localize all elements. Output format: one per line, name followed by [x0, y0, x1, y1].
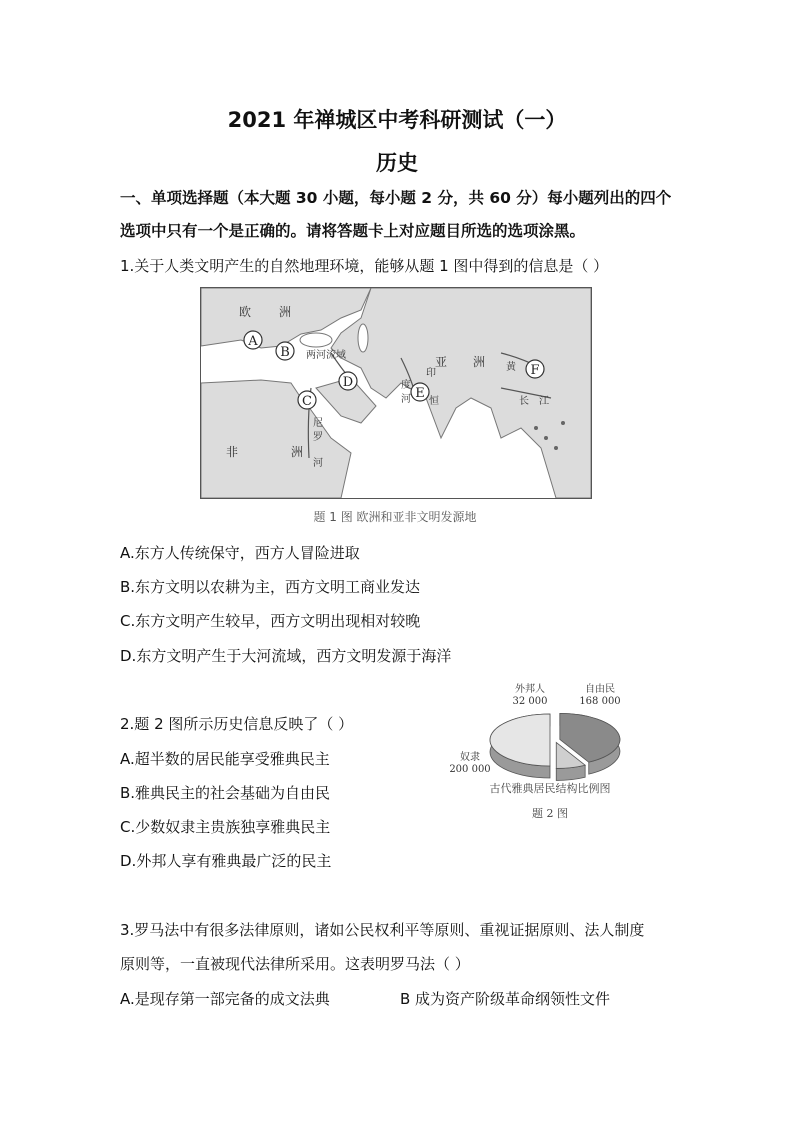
- question-1-option-d: D.东方文明产生于大河流域，西方文明发源于海洋: [120, 647, 452, 665]
- map-label-europe-2: 洲: [279, 305, 292, 319]
- map-marker-a: [244, 331, 262, 349]
- subject-title: 历史: [376, 151, 418, 175]
- pie-chart-svg: [440, 678, 670, 828]
- exam-title: 2021 年禅城区中考科研测试（一）: [227, 108, 567, 132]
- map-marker-c: [298, 391, 316, 409]
- map-marker-b-label: B: [280, 345, 290, 360]
- map-marker-f: [526, 360, 544, 378]
- map-label-nile-1: 尼: [313, 418, 323, 429]
- pie-label-foreigners-name: 外邦人: [515, 684, 545, 695]
- section-instruction-line-2: 选项中只有一个是正确的。请将答题卡上对应题目所选的选项涂黑。: [120, 222, 586, 240]
- map-label-indus-3: 河: [401, 394, 411, 405]
- pie-chart-title: 古代雅典居民结构比例图: [489, 782, 611, 795]
- map-marker-f-label: F: [530, 363, 540, 378]
- map-label-nile-2: 罗: [313, 432, 323, 443]
- question-2-option-c: C.少数奴隶主贵族独享雅典民主: [120, 818, 331, 836]
- question-1-stem: 1.关于人类文明产生的自然地理环境，能够从题 1 图中得到的信息是（ ）: [120, 257, 609, 275]
- map-label-africa-2: 洲: [291, 445, 304, 459]
- map-label-asia-2: 洲: [473, 355, 486, 369]
- question-1-option-b: B.东方文明以农耕为主，西方文明工商业发达: [120, 578, 421, 596]
- map-label-asia-1: 亚: [435, 355, 448, 369]
- map-marker-d: [339, 372, 357, 390]
- map-label-africa-1: 非: [226, 445, 239, 459]
- map-caption: 题 1 图 欧洲和亚非文明发源地: [313, 510, 477, 524]
- map-marker-e-label: E: [415, 386, 425, 401]
- map-label-ganges: 恒: [429, 396, 439, 407]
- question-3-option-a: A.是现存第一部完备的成文法典: [120, 990, 330, 1008]
- map-label-huang: 黄: [506, 362, 516, 373]
- pie-label-free-citizens-value: 168 000: [579, 696, 621, 707]
- pie-label-slaves-value: 200 000: [449, 764, 491, 775]
- map-label-yangtze-1: 长: [519, 396, 529, 407]
- map-marker-b: [276, 342, 294, 360]
- pie-label-slaves-name: 奴隶: [460, 752, 480, 763]
- map-label-nile-3: 河: [313, 458, 323, 469]
- pie-label-foreigners-value: 32 000: [512, 696, 548, 707]
- civilization-map-svg: [201, 288, 591, 498]
- map-label-mesopotamia: 两河流域: [306, 350, 346, 361]
- map-marker-c-label: C: [302, 394, 312, 409]
- map-label-indus-1: 印: [426, 368, 436, 379]
- question-2-option-a: A.超半数的居民能享受雅典民主: [120, 750, 330, 768]
- question-3-option-b: B 成为资产阶级革命纲领性文件: [400, 990, 611, 1008]
- question-2-option-d: D.外邦人享有雅典最广泛的民主: [120, 852, 332, 870]
- map-label-europe-1: 欧: [239, 305, 252, 319]
- map-label-indus-2: 度: [401, 380, 411, 391]
- athens-population-pie-chart: [440, 678, 670, 828]
- question-3-stem-line-1: 3.罗马法中有很多法律原则，诸如公民权利平等原则、重视证据原则、法人制度: [120, 921, 645, 939]
- question-1-option-c: C.东方文明产生较早，西方文明出现相对较晚: [120, 612, 421, 630]
- map-marker-e: [411, 383, 429, 401]
- section-instruction-line-1: 一、单项选择题（本大题 30 小题，每小题 2 分，共 60 分）每小题列出的四个: [120, 189, 672, 207]
- question-2-option-b: B.雅典民主的社会基础为自由民: [120, 784, 331, 802]
- map-marker-a-label: A: [248, 334, 258, 349]
- civilization-map: [200, 287, 592, 499]
- pie-label-free-citizens-name: 自由民: [585, 684, 615, 695]
- map-marker-d-label: D: [342, 375, 354, 390]
- question-1-option-a: A.东方人传统保守，西方人冒险进取: [120, 544, 360, 562]
- map-label-yangtze-2: 江: [539, 396, 549, 407]
- pie-chart-caption: 题 2 图: [532, 807, 568, 820]
- question-2-stem: 2.题 2 图所示历史信息反映了（ ）: [120, 715, 354, 733]
- question-3-stem-line-2: 原则等，一直被现代法律所采用。这表明罗马法（ ）: [120, 955, 470, 973]
